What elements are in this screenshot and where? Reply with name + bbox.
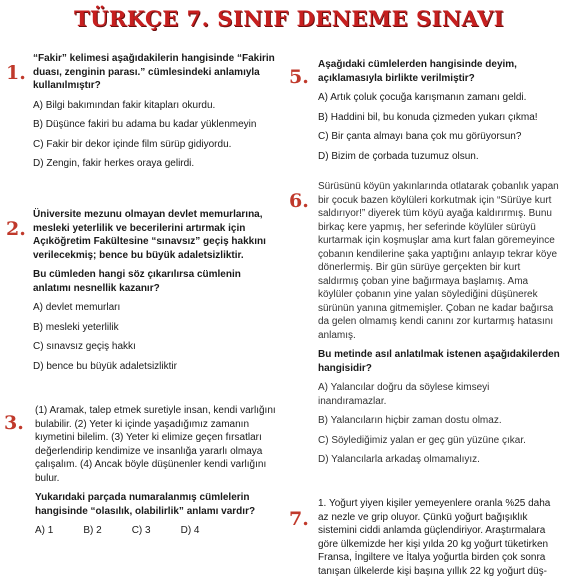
- question-1-number: 1.: [6, 62, 26, 84]
- question-7-number: 7.: [289, 508, 309, 530]
- question-2-stem: Üniversite mezunu olmayan devlet memurlarına, mesleki yeterlilik ve becerilerini artırmak için Açıköğretim Fakültesine “sınavsız” geçiş hakkını verilecekmiş; bence bu büyük adaletsizliktir.: [33, 209, 266, 261]
- question-5: [318, 58, 560, 169]
- question-6: [318, 180, 560, 473]
- question-3-option-a[interactable]: A) 1: [35, 525, 54, 536]
- question-3-ask: Yukarıdaki parçada numaralanmış cümlelerin hangisinde “olasılık, olabilirlik” anlamı vardır?: [35, 492, 256, 517]
- question-7-stem: 1. Yoğurt yiyen kişiler yemeyenlere oranla %25 daha az nezle ve grip oluyor. Çünkü yoğurt bağışıklık sistemini ciddi anlamda güçlendiriyor. Araştırmalara göre ülkemizde her kişi yılda 20 kg yoğurt tüketirken Fransa, İngiltere ve İtalya yoğurtla birden çok sonra tanışan ülkelerde kişi başına yıllık 22 kg yoğurt düş-: [318, 498, 551, 577]
- question-6-option-c[interactable]: C) Söylediğimiz yalan er geç gün yüzüne çıkar.: [318, 434, 526, 446]
- question-6-ask: Bu metinde asıl anlatılmak istenen aşağıdakilerden hangisidir?: [318, 349, 560, 374]
- question-1-stem: “Fakir” kelimesi aşağıdakilerin hangisinde “Fakirin duası, zenginin parası.” cümlesindeki anlamıyla kullanılmıştır?: [33, 53, 275, 91]
- question-2-option-d[interactable]: D) bence bu büyük adaletsizliktir: [33, 360, 177, 372]
- question-6-stem: Sürüsünü köyün yakınlarında otlatarak çobanlık yapan bir çocuk bazen köylüleri korkutmak için “Sürüye kurt saldırıyor!” diyerek tüm köyü ayağa kaldırırmış. Bunu birkaç kere yapmış, her seferinde köylüler sürüyü kurtarmak için koşmuşlar ama kurt falan göremeyince çobanın kendilerine şaka yaptığını anlayıp tekrar köye dönerlermiş. Bir gün sürüye gerçekten bir kurt saldırmış çoban yine bağırmaya başlamış. Ama köylüler çobanın yine yalan söylediğini düşünerek sürünün yanına gitmemişler. Çoban ne kadar bağırsa da gelen olmamış kendi canını zor kurtarmış hatasını anlamış.: [318, 181, 559, 341]
- question-7: [318, 497, 560, 586]
- question-2-option-a[interactable]: A) devlet memurları: [33, 302, 121, 313]
- question-1: [33, 52, 276, 177]
- question-5-option-c[interactable]: C) Bir çanta almayı bana çok mu görüyorsun?: [318, 131, 522, 142]
- question-6-option-b[interactable]: B) Yalancıların hiçbir zaman dostu olmaz.: [318, 415, 502, 426]
- question-2-ask: Bu cümleden hangi söz çıkarılırsa cümlenin anlatımı nesnellik kazanır?: [33, 269, 241, 294]
- question-2-option-c[interactable]: C) sınavsız geçiş hakkı: [33, 341, 136, 352]
- question-5-option-d[interactable]: D) Bizim de çorbada tuzumuz olsun.: [318, 150, 479, 162]
- question-1-option-a[interactable]: A) Bilgi bakımından fakir kitapları okurdu.: [33, 99, 216, 111]
- question-2: [33, 208, 276, 379]
- question-3-stem: (1) Aramak, talep etmek suretiyle insan, kendi varlığını bulabilir. (2) Yeter ki içinde yaşadığımız zamanın kıymetini bilelim. (3) Yeter ki elimize geçen fırsatları değerlendirip kendimize ve insanlığa yararlı olmaya çalışalım. (4) Ancak böyle düşünenler kendi varlığını bulur.: [35, 405, 276, 484]
- question-6-number: 6.: [289, 190, 309, 212]
- question-3-option-d[interactable]: D) 4: [180, 525, 200, 536]
- question-1-option-b[interactable]: B) Düşünce fakiri bu adama bu kadar yüklenmeyin: [33, 119, 257, 130]
- question-5-number: 5.: [289, 66, 309, 88]
- question-5-option-a[interactable]: A) Artık çoluk çocuğa karışmanın zamanı geldi.: [318, 92, 527, 103]
- question-3-number: 3.: [4, 412, 24, 434]
- page-title: TÜRKÇE 7. SINIF DENEME SINAVI: [73, 6, 505, 31]
- question-2-number: 2.: [6, 218, 26, 240]
- question-1-option-c[interactable]: C) Fakir bir dekor içinde film sürüp gidiyordu.: [33, 138, 232, 150]
- question-1-option-d[interactable]: D) Zengin, fakir herkes oraya gelirdi.: [33, 158, 195, 169]
- question-6-option-a[interactable]: A) Yalancılar doğru da söylese kimseyi inandıramazlar.: [318, 382, 490, 407]
- question-5-stem: Aşağıdaki cümlelerden hangisinde deyim, açıklamasıyla birlikte verilmiştir?: [318, 59, 517, 84]
- question-5-option-b[interactable]: B) Haddini bil, bu konuda çizmeden yukarı çıkma!: [318, 111, 538, 123]
- question-3-option-c[interactable]: C) 3: [131, 525, 151, 536]
- question-3-options: [35, 524, 276, 538]
- question-2-option-b[interactable]: B) mesleki yeterlilik: [33, 321, 119, 333]
- question-6-option-d[interactable]: D) Yalancılarla arkadaş olmamalıyız.: [318, 454, 480, 465]
- question-3-option-b[interactable]: B) 2: [83, 525, 102, 536]
- question-3: [35, 404, 276, 538]
